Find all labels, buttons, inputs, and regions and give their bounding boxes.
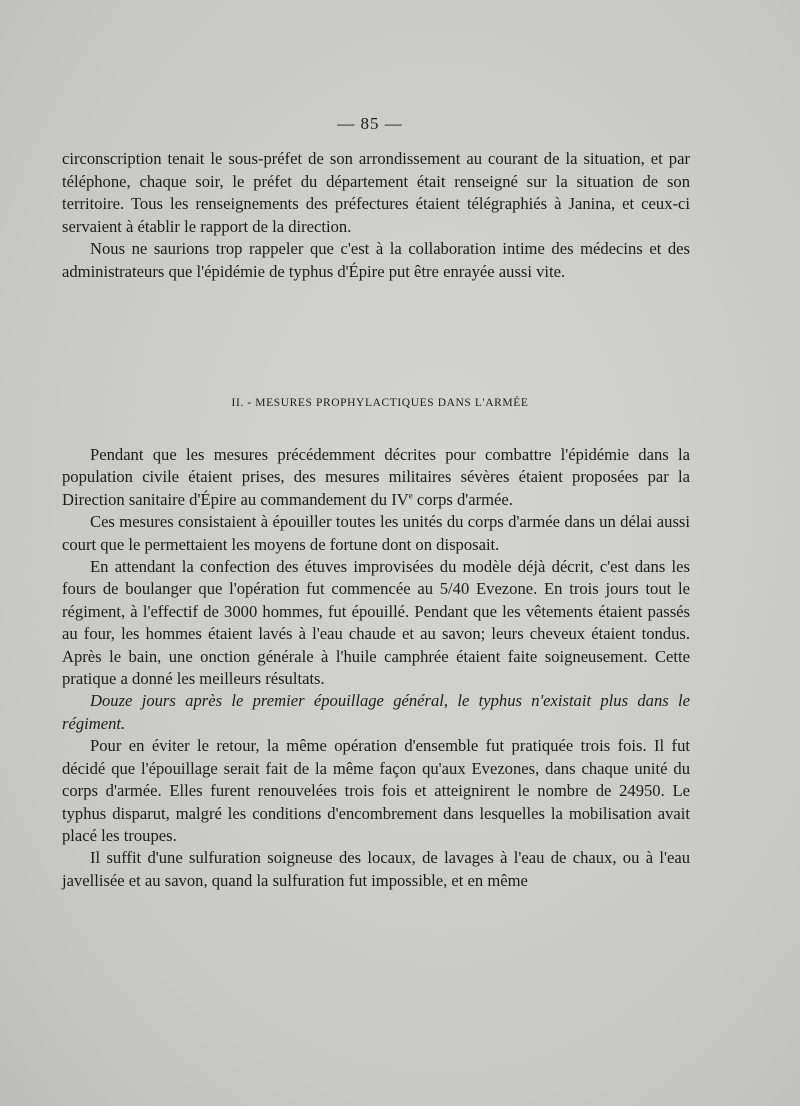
- paragraph-1-text: Pendant que les mesures précédemment décrites pour combattre l'épidémie dans la population civile étaient prises, des mesures militaires sévères étaient proposées par la Direction sanitaire d'Épire au commandement du IV: [62, 445, 690, 509]
- paragraph-intro-1: circonscription tenait le sous-préfet de son arrondissement au courant de la situation, et par téléphone, chaque soir, le préfet du département était renseigné sur la situation de son territoire. Tous les renseignements des préfectures étaient télégraphiés à Janina, et ceux-ci servaient à établir le rapport de la direction.: [62, 149, 690, 236]
- paragraph-4-italic: Douze jours après le premier épouillage général, le typhus n'existait plus dans le régiment.: [62, 691, 690, 733]
- intro-text: [62, 148, 690, 284]
- paragraph-6: Il suffit d'une sulfuration soigneuse des locaux, de lavages à l'eau de chaux, ou à l'eau javellisée et au savon, quand la sulfuration fut impossible, et en même: [62, 848, 690, 890]
- paragraph-intro-2: Nous ne saurions trop rappeler que c'est à la collaboration intime des médecins et des administrateurs que l'épidémie de typhus d'Épire put être enrayée aussi vite.: [62, 239, 690, 281]
- paragraph-1: [62, 444, 690, 511]
- paragraph-2: Ces mesures consistaient à épouiller toutes les unités du corps d'armée dans un délai aussi court que le permettaient les moyens de fortune dont on disposait.: [62, 512, 690, 554]
- page-number: — 85 —: [337, 114, 403, 133]
- paragraph-1-superscript: e: [408, 490, 413, 501]
- paragraph-3: En attendant la confection des étuves improvisées du modèle déjà décrit, c'est dans les fours de boulanger que l'opération fut commencée au 5/40 Evezone. En trois jours tout le régiment, à l'effectif de 3000 hommes, fut épouillé. Pendant que les vêtements étaient passés au four, les hommes étaient lavés à l'eau chaude et au savon; leurs cheveux étaient tondus. Après le bain, une onction générale à l'huile camphrée étaient faite soigneusement. Cette pratique a donné les meilleurs résultats.: [62, 557, 690, 689]
- paragraph-5: Pour en éviter le retour, la même opération d'ensemble fut pratiquée trois fois. Il fut décidé que l'épouillage serait fait de la même façon qu'aux Evezones, dans chaque unité du corps d'armée. Elles furent renouvelées trois fois et atteignirent le nombre de 24950. Le typhus disparut, malgré les conditions d'encombrement dans lesquelles la mobilisation avait placé les troupes.: [62, 736, 690, 845]
- section-heading: II. - MESURES PROPHYLACTIQUES DANS L'ARMÉE: [231, 397, 529, 409]
- section-text: [62, 444, 690, 892]
- paragraph-1-end: corps d'armée.: [412, 489, 513, 509]
